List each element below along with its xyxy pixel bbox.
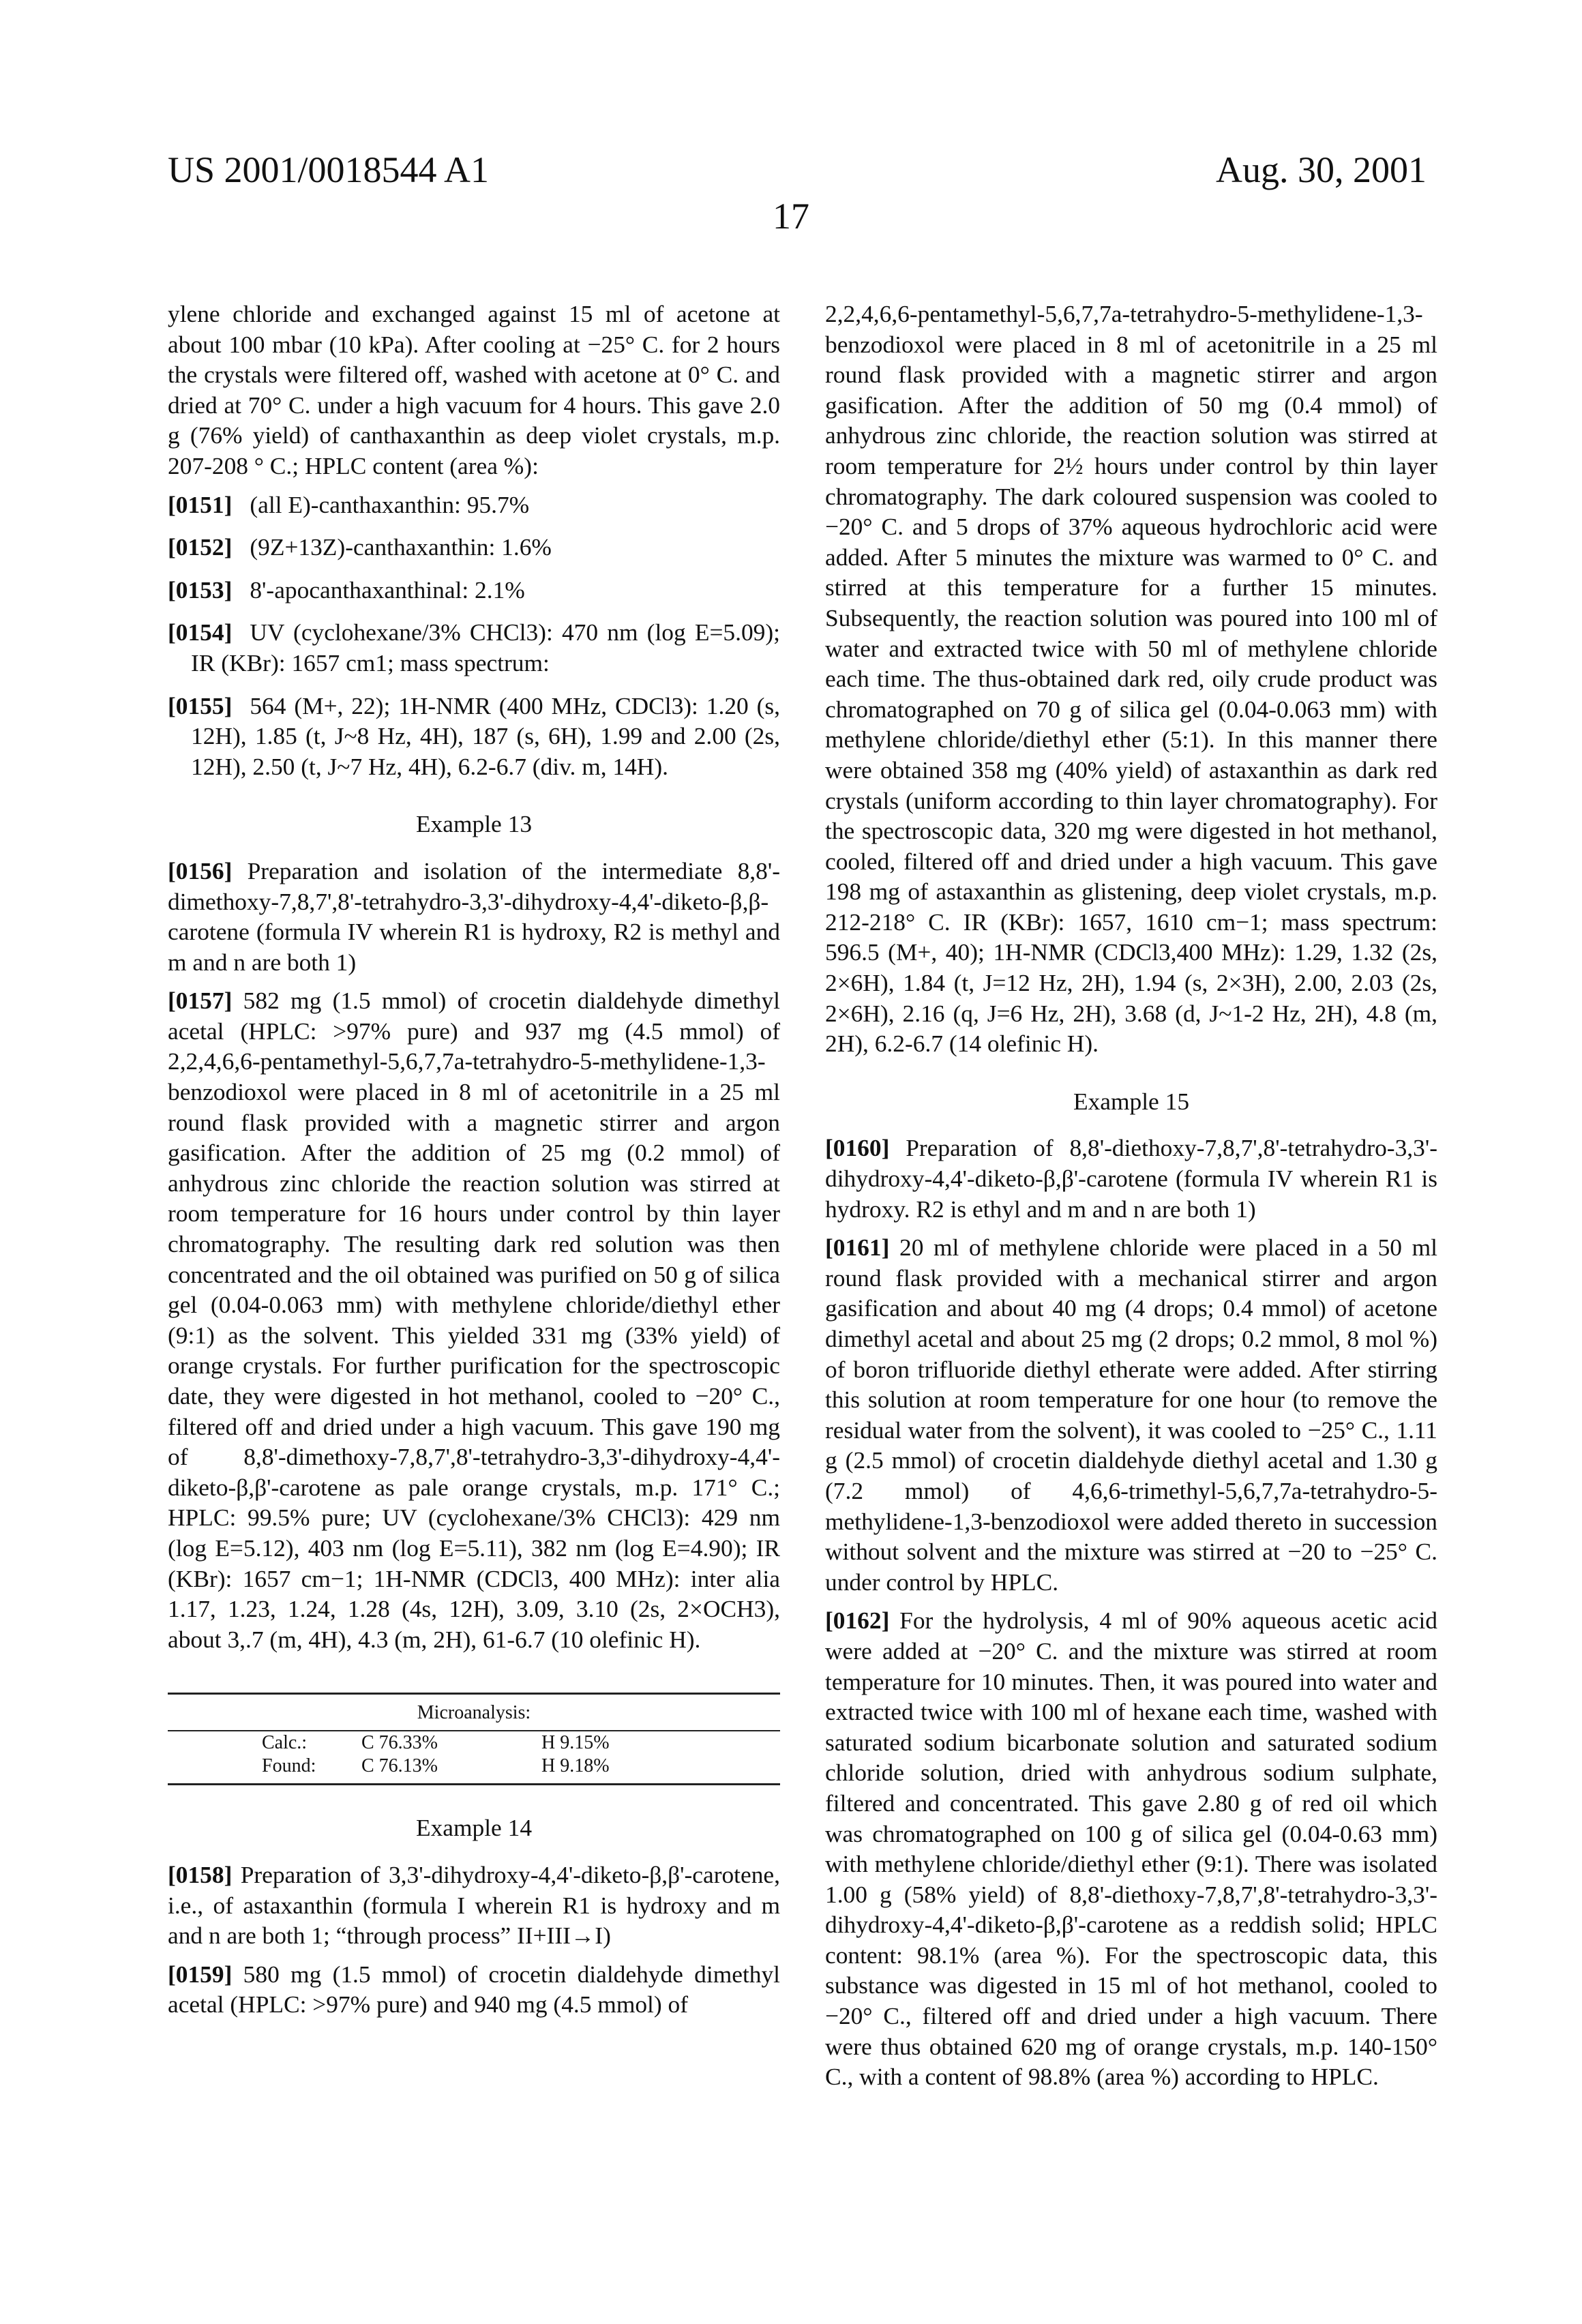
paragraph-text: Preparation of 8,8'-diethoxy-7,8,7',8'-tetrahydro-3,3'-dihydroxy-4,4'-diketo-β,β'-carotene (formula IV wherein R1 is hydroxy. R2 is ethyl and m and n are both 1) — [825, 1134, 1437, 1222]
left-column — [168, 299, 780, 2028]
paragraph-number: [0158] — [168, 1861, 232, 1888]
paragraph-number: [0151] — [168, 491, 232, 518]
example-heading: Example 13 — [168, 809, 780, 839]
microanalysis-table — [168, 1693, 780, 1785]
paragraph-0152 — [168, 532, 780, 563]
paragraph-number: [0152] — [168, 533, 232, 561]
paragraph-0157 — [168, 985, 780, 1654]
paragraph-0162 — [825, 1605, 1437, 2092]
paragraph-text: 564 (M+, 22); 1H-NMR (400 MHz, CDCl3): 1.20 (s, 12H), 1.85 (t, J~8 Hz, 4H), 187 (s, 6H), 1.99 and 2.00 (2s, 12H), 2.50 (t, J~7 Hz, 4H), 6.2-6.7 (div. m, 14H). — [191, 692, 780, 780]
example-heading: Example 15 — [825, 1086, 1437, 1117]
paragraph-text: 582 mg (1.5 mmol) of crocetin dialdehyde dimethyl acetal (HPLC: >97% pure) and 937 mg (4.5 mmol) of 2,2,4,6,6-pentamethyl-5,6,7,7a-tetrahydro-5-methylidene-1,3-benzodioxol were placed in 8 ml of acetonitrile in a 25 ml round flask provided with a magnetic stirrer and argon gasification. After the addition of 25 mg (0.2 mmol) of anhydrous zinc chloride the reaction solution was stirred at room temperature for 16 hours under control by thin layer chromatography. The resulting dark red solution was then concentrated and the oil obtained was purified on 50 g of silica gel (0.04-0.063 mm) with methylene chloride/diethyl ether (9:1) as the solvent. This yielded 331 mg (33% yield) of orange crystals. For further purification for the spectroscopic date, they were digested in hot methanol, cooled to −20° C., filtered off and dried under a high vacuum. This gave 190 mg of 8,8'-dimethoxy-7,8,7',8'-tetrahydro-3,3'-dihydroxy-4,4'-diketo-β,β'-carotene as pale orange crystals, m.p. 171° C.; HPLC: 99.5% pure; UV (cyclohexane/3% CHCl3): 429 nm (log E=5.12), 403 nm (log E=5.11), 382 nm (log E=4.90); IR (KBr): 1657 cm−1; 1H-NMR (CDCl3, 400 MHz): inter alia 1.17, 1.23, 1.24, 1.28 (4s, 12H), 3.09, 3.10 (2s, 2×OCH3), about 3,.7 (m, 4H), 4.3 (m, 2H), 61-6.7 (10 olefinic H). — [168, 987, 780, 1652]
continued-paragraph: ylene chloride and exchanged against 15 ml of acetone at about 100 mbar (10 kPa). After cooling at −25° C. for 2 hours the crystals were filtered off, washed with acetone at 0° C. and dried at 70° C. under a high vacuum for 4 hours. This gave 2.0 g (76% yield) of canthaxanthin as deep violet crystals, m.p. 207-208 ° C.; HPLC content (area %): — [168, 299, 780, 481]
paragraph-number: [0162] — [825, 1607, 889, 1634]
paragraph-text: (9Z+13Z)-canthaxanthin: 1.6% — [250, 533, 552, 561]
paragraph-number: [0161] — [825, 1234, 889, 1261]
example-heading: Example 14 — [168, 1813, 780, 1843]
publication-date: Aug. 30, 2001 — [1216, 151, 1427, 188]
paragraph-text: Preparation and isolation of the intermediate 8,8'-dimethoxy-7,8,7',8'-tetrahydro-3,3'-dihydroxy-4,4'-diketo-β,β-carotene (formula IV wherein R1 is hydroxy, R2 is methyl and m and n are both 1) — [168, 857, 780, 976]
paragraph-text: Preparation of 3,3'-dihydroxy-4,4'-diketo-β,β'-carotene, i.e., of astaxanthin (formula I wherein R1 is hydroxy and m and n are both 1; “through process” II+III→I) — [168, 1861, 780, 1949]
paragraph-number: [0159] — [168, 1961, 232, 1988]
document-page — [0, 0, 1582, 2324]
carbon-value: C 76.13% — [361, 1755, 541, 1778]
page-number: 17 — [0, 198, 1582, 235]
paragraph-number: [0153] — [168, 576, 232, 604]
paragraph-0156 — [168, 856, 780, 977]
paragraph-text: 8'-apocanthaxanthinal: 2.1% — [250, 576, 524, 604]
paragraph-0153 — [168, 575, 780, 606]
right-column — [825, 299, 1437, 2100]
paragraph-number: [0160] — [825, 1134, 889, 1161]
row-label: Calc.: — [168, 1731, 361, 1755]
paragraph-0154 — [168, 617, 780, 678]
paragraph-0160 — [825, 1133, 1437, 1224]
table-row — [168, 1755, 780, 1783]
paragraph-text: (all E)-canthaxanthin: 95.7% — [250, 491, 529, 518]
paragraph-text: For the hydrolysis, 4 ml of 90% aqueous acetic acid were added at −20° C. and the mixture was stirred at room temperature for 10 minutes. Then, it was poured into water and extracted twice with 100 ml of hexane each time, washed with saturated sodium bicarbonate solution and saturated sodium chloride solution, dried with anhydrous sodium sulphate, filtered and concentrated. This gave 2.80 g of red oil which was chromatographed on 100 g of silica gel (0.04-0.63 mm) with methylene chloride/diethyl ether (9:1). There was isolated 1.00 g (58% yield) of 8,8'-diethoxy-7,8,7',8'-tetrahydro-3,3'-dihydroxy-4,4'-diketo-β,β'-carotene as a reddish solid; HPLC content: 98.1% (area %). For the spectroscopic data, this substance was digested in 15 ml of hot methanol, cooled to −20° C., filtered off and dried under a high vacuum. There were thus obtained 620 mg of orange crystals, m.p. 140-150° C., with a content of 98.8% (area %) according to HPLC. — [825, 1607, 1437, 2090]
patent-number: US 2001/0018544 A1 — [168, 151, 489, 188]
paragraph-0161 — [825, 1232, 1437, 1597]
hydrogen-value: H 9.18% — [541, 1755, 678, 1778]
paragraph-text: 20 ml of methylene chloride were placed in a 50 ml round flask provided with a mechanical stirrer and argon gasification and about 40 mg (4 drops; 0.4 mmol) of acetone dimethyl acetal and about 25 mg (2 drops; 0.2 mmol, 8 mol %) of boron trifluoride diethyl etherate were added. After stirring this solution at room temperature for one hour (to remove the residual water from the solvent), it was cooled to −25° C., 1.11 g (2.5 mmol) of crocetin dialdehyde diethyl acetal and 1.30 g (7.2 mmol) of 4,6,6-trimethyl-5,6,7,7a-tetrahydro-5-methylidene-1,3-benzodioxol were added thereto in succession without solvent and the mixture was stirred at −20 to −25° C. under control by HPLC. — [825, 1234, 1437, 1596]
hydrogen-value: H 9.15% — [541, 1731, 678, 1755]
continued-paragraph: 2,2,4,6,6-pentamethyl-5,6,7,7a-tetrahydro-5-methylidene-1,3-benzodioxol were placed in 8 ml of acetonitrile in a 25 ml round flask provided with a magnetic stirrer and argon gasification. After the addition of 50 mg (0.4 mmol) of anhydrous zinc chloride, the reaction solution was stirred at room temperature for 2½ hours under control by thin layer chromatography. The dark coloured suspension was cooled to −20° C. and 5 drops of 37% aqueous hydrochloric acid were added. After 5 minutes the mixture was warmed to 0° C. and stirred at this temperature for a further 15 minutes. Subsequently, the reaction solution was poured into 100 ml of water and extracted twice with 50 ml of methylene chloride each time. The thus-obtained dark red, oily crude product was chromatographed on 70 g of silica gel (0.04-0.063 mm) with methylene chloride/diethyl ether (5:1). In this manner there were obtained 358 mg (40% yield) of astaxanthin as dark red crystals (uniform according to thin layer chromatography). For the spectroscopic data, 320 mg were digested in hot methanol, cooled, filtered off and dried under a high vacuum. This gave 198 mg of astaxanthin as glistening, deep violet crystals, m.p. 212-218° C. IR (KBr): 1657, 1610 cm−1; mass spectrum: 596.5 (M+, 40); 1H-NMR (CDCl3,400 MHz): 1.29, 1.32 (2s, 2×6H), 1.84 (t, J=12 Hz, 2H), 1.94 (s, 2×3H), 2.00, 2.03 (2s, 2×6H), 2.16 (q, J=6 Hz, 2H), 3.68 (d, J~1-2 Hz, 2H), 4.8 (m, 2H), 6.2-6.7 (14 olefinic H). — [825, 299, 1437, 1059]
paragraph-text: 580 mg (1.5 mmol) of crocetin dialdehyde dimethyl acetal (HPLC: >97% pure) and 940 mg (4.5 mmol) of — [168, 1961, 780, 2018]
paragraph-number: [0156] — [168, 857, 232, 884]
paragraph-0159 — [168, 1959, 780, 2020]
paragraph-number: [0154] — [168, 619, 232, 646]
table-title: Microanalysis: — [168, 1695, 780, 1731]
paragraph-0155 — [168, 691, 780, 782]
paragraph-number: [0157] — [168, 987, 232, 1014]
carbon-value: C 76.33% — [361, 1731, 541, 1755]
row-label: Found: — [168, 1755, 361, 1778]
paragraph-0151 — [168, 490, 780, 520]
paragraph-text: UV (cyclohexane/3% CHCl3): 470 nm (log E=5.09); IR (KBr): 1657 cm1; mass spectrum: — [191, 619, 780, 676]
table-row — [168, 1731, 780, 1755]
paragraph-0158 — [168, 1860, 780, 1951]
paragraph-number: [0155] — [168, 692, 232, 719]
